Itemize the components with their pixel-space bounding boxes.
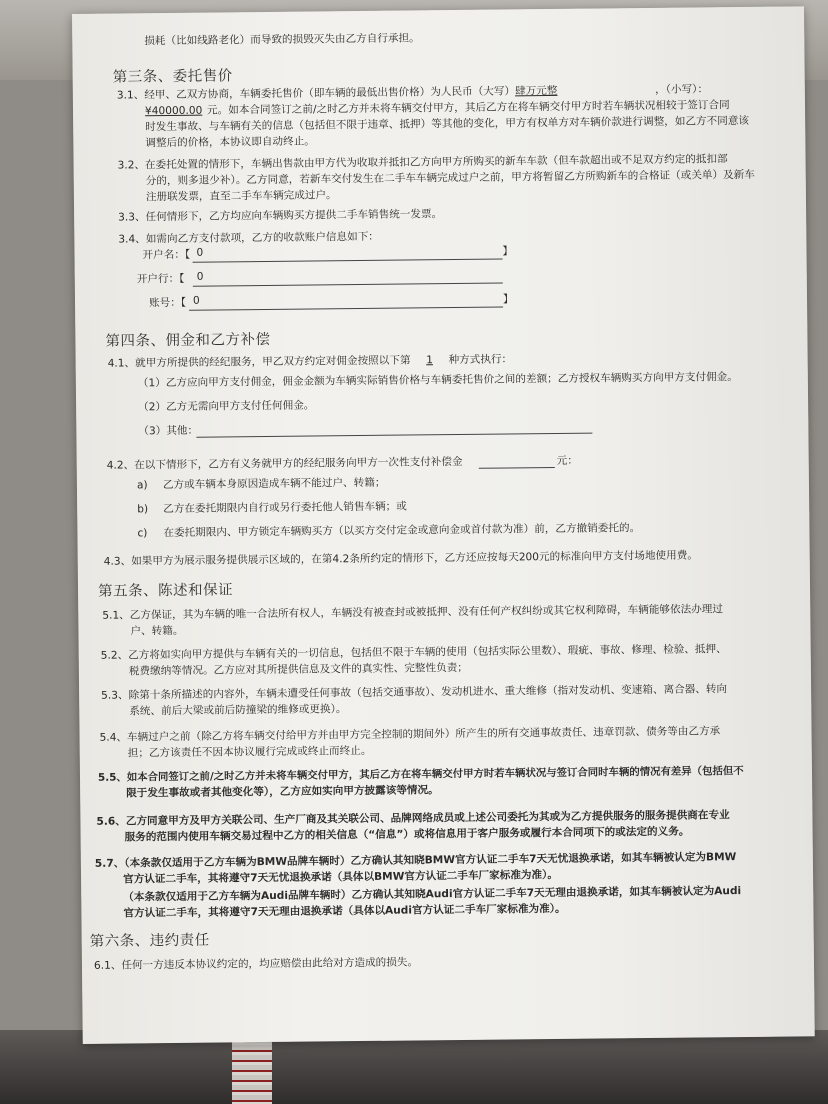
clause-3-2-line1: 3.2、在委托处置的情形下，车辆出售款由甲方代为收取并抵扣乙方向甲方所购买的新车车款（但车款超出或不足双方约定的抵扣部 [117,153,728,172]
top-line: 损耗（比如线路老化）而导致的损毁灭失由乙方自行承担。 [144,32,420,48]
account-name-underline [193,259,503,263]
account-number-value: 0 [192,294,200,307]
clause-5-1-line1: 5.1、乙方保证，其为车辆的唯一合法所有权人，车辆没有被查封或被抵押、没有任何产权纠纷或其它权利障碍，车辆能够依法办理过 [102,603,724,622]
compensation-unit: 元： [556,454,578,467]
item-b-label: b) [137,503,149,516]
clause-5-3-line1: 5.3、除第十条所描述的内容外，车辆未遭受任何事故（包括交通事故）、发动机进水、重大维修（指对发动机、变速箱、离合器、转向 [101,683,728,702]
option-3-underline [196,433,592,438]
clause-3-4: 3.4、如需向乙方支付款项，乙方的收款账户信息如下： [118,230,379,246]
account-bank-value: 0 [196,270,204,283]
clause-3-1-line1: 3.1、经甲、乙双方协商，车辆委托售价（即车辆的最低出售价格）为人民币（大写）肆万元整 ，（小写）： [116,83,709,102]
amount-number: ¥40000.00 [144,104,203,118]
clause-5-6-line1: 5.6、乙方同意甲方及甲方关联公司、生产厂商及其关联公司、品牌网络成员或上述公司委托为其或为乙方提供服务的服务提供商在专业 [96,809,730,828]
clause-5-6-line2: 服务的范围内使用车辆交易过程中乙方的相关信息（“信息”）或将信息用于客户服务或履行本合同项下的或法定的义务。 [124,825,690,844]
section-5-title: 第五条、陈述和保证 [97,582,234,600]
item-c-label: c) [137,527,148,540]
account-name-bracket: 】 [502,245,514,258]
clause-3-1-line3: 时发生事故、与车辆有关的信息（包括但不限于违章、抵押）等其他的变化，甲方有权单方对车辆价款进行调整，如乙方不同意该 [145,114,750,134]
clause-5-4-line1: 5.4、车辆过户之前（除乙方将车辆交付给甲方并由甲方完全控制的期间外）所产生的所有交通事故责任、违章罚款、债务等由乙方承 [99,725,721,744]
account-bank-underline [193,283,503,287]
clause-5-5-line1: 5.5、如本合同签订之前/之时乙方并未将车辆交付甲方，其后乙方在将车辆交付甲方时若车辆状况与签订合同时车辆的情况有差异（包括但不 [97,765,744,784]
account-bank-label: 开户行：【 [136,272,185,286]
item-b: 乙方在委托期限内自行或另行委托他人销售车辆；或 [163,500,407,516]
commission-option-2: （2）乙方无需向甲方支付任何佣金。 [138,399,315,414]
clause-3-1-line4: 调整后的价格，本协议即自动终止。 [145,135,315,150]
account-name-label: 开户名：【 [142,248,191,262]
account-number-underline [189,307,503,311]
zipper [232,1035,272,1104]
clause-5-1-line2: 户、转籍。 [130,624,184,638]
clause-5-2-line1: 5.2、乙方将如实向甲方提供与车辆有关的一切信息，包括但不限于车辆的使用（包括实际公里数）、瑕疵、事故、修理、检验、抵押、 [100,643,727,662]
account-number-label: 账号：【 [148,296,187,310]
clause-4-3: 4.3、如果甲方为展示服务提供展示区域的，在第4.2条所约定的情形下，乙方还应按每天200元的标准向甲方支付场地使用费。 [103,549,698,568]
clause-3-1-line2: ¥40000.00 元。如本合同签订之前/之时乙方并未将车辆交付甲方，其后乙方在将车辆交付甲方时若车辆状况相较于签订合同 [144,99,730,118]
account-name-value: 0 [196,246,204,259]
clause-3-2-line2: 分的，则多退少补）。乙方同意，若新车交付发生在二手车车辆完成过户之前，甲方将暂留乙方所购新车的合格证（或关单）及新车 [145,168,755,188]
clause-6-1: 6.1、任何一方违反本协议约定的，均应赔偿由此给对方造成的损失。 [93,956,419,972]
item-a-label: a) [136,479,148,492]
clause-5-7-line3: （本条款仅适用于乙方车辆为Audi品牌车辆时）乙方确认其知晓Audi官方认证二手车7天无理由退换承诺，如其车辆被认定为Audi [123,885,742,904]
clause-5-7-line2: 官方认证二手车，其将遵守7天无忧退换承诺（具体以BMW官方认证二手车厂家标准为准）。 [123,868,559,886]
account-number-bracket: 】 [502,293,514,306]
contract-page [72,6,815,1044]
section-3-title: 第三条、委托售价 [112,68,233,86]
clause-5-7-line1: 5.7、（本条款仅适用于乙方车辆为BMW品牌车辆时）乙方确认其知晓BMW官方认证二手车7天无忧退换承诺，如其车辆被认定为BMW [94,851,737,870]
amount-words: 肆万元整 [515,84,558,98]
clause-5-7-line4: 官方认证二手车，其将遵守7天无理由退换承诺（具体以Audi官方认证二手车厂家标准为准）。 [123,902,566,920]
clause-3-3: 3.3、任何情形下，乙方均应向车辆购买方提供二手车销售统一发票。 [118,208,443,224]
item-c: 在委托期限内、甲方锁定车辆购买方（以买方交付定金或意向金或首付款为准）前，乙方撤销委托的。 [163,522,641,540]
clause-5-3-line2: 系统、前后大梁或前后防撞梁的维修或更换）。 [129,703,347,718]
commission-option-3: （3）其他： [138,424,199,438]
clause-5-2-line2: 税费缴纳等情况。乙方应对其所提供信息及文件的真实性、完整性负责； [128,661,468,678]
clause-4-2: 4.2、在以下情形下，乙方有义务就甲方的经纪服务向甲方一次性支付补偿金 [106,455,463,472]
clause-4-1: 4.1、就甲方所提供的经纪服务，甲乙双方约定对佣金按照以下第 1 种方式执行： [107,353,513,370]
clause-3-2-line3: 注册联发票，直至二手车车辆完成过户。 [145,189,337,204]
item-a: 乙方或车辆本身原因造成车辆不能过户、转籍； [162,476,386,492]
section-4-title: 第四条、佣金和乙方补偿 [105,331,271,350]
clause-5-4-line2: 担；乙方该责任不因本协议履行完成或终止而终止。 [127,744,372,760]
commission-option-number: 1 [426,354,433,367]
commission-option-1: （1）乙方应向甲方支付佣金，佣金金额为车辆实际销售价格与车辆委托售价之间的差额；乙方授权车辆购买方向甲方支付佣金。 [137,371,738,390]
compensation-underline [479,467,555,469]
clause-5-5-line2: 限于发生事故或者其他变化等），乙方应如实向甲方披露该等情况。 [126,784,439,800]
section-6-title: 第六条、违约责任 [89,932,210,950]
